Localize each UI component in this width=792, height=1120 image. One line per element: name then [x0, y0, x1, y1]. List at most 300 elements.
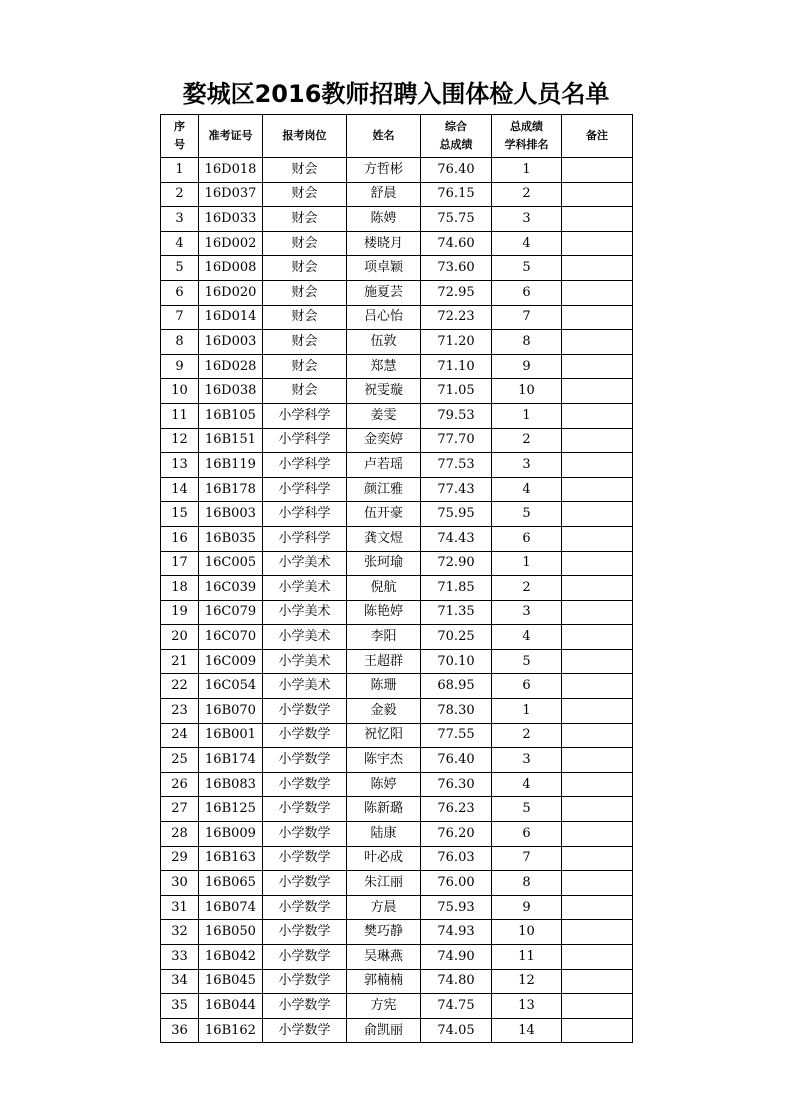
table-row	[161, 158, 633, 183]
table-row	[161, 477, 633, 502]
cell-exam-id: 16B178	[199, 477, 263, 502]
cell-subject-rank: 8	[492, 330, 562, 355]
cell-exam-id: 16D002	[199, 231, 263, 256]
table-row	[161, 625, 633, 650]
table-row	[161, 699, 633, 724]
cell-total-score: 74.90	[421, 945, 492, 970]
cell-remark	[562, 969, 633, 994]
cell-position: 小学数学	[263, 797, 347, 822]
header-total-line1: 综合	[445, 120, 467, 133]
cell-exam-id: 16D014	[199, 305, 263, 330]
table-row	[161, 576, 633, 601]
cell-remark	[562, 699, 633, 724]
cell-subject-rank: 2	[492, 182, 562, 207]
cell-subject-rank: 1	[492, 551, 562, 576]
cell-subject-rank: 6	[492, 526, 562, 551]
cell-exam-id: 16D037	[199, 182, 263, 207]
cell-name: 叶必成	[347, 846, 421, 871]
cell-subject-rank: 1	[492, 403, 562, 428]
cell-remark	[562, 453, 633, 478]
cell-seq: 12	[161, 428, 199, 453]
cell-total-score: 77.43	[421, 477, 492, 502]
cell-position: 小学数学	[263, 895, 347, 920]
cell-position: 小学科学	[263, 403, 347, 428]
cell-position: 小学数学	[263, 723, 347, 748]
cell-total-score: 75.95	[421, 502, 492, 527]
header-seq-line2: 号	[174, 138, 185, 151]
cell-position: 财会	[263, 182, 347, 207]
cell-remark	[562, 526, 633, 551]
cell-subject-rank: 9	[492, 895, 562, 920]
cell-name: 陆康	[347, 822, 421, 847]
cell-name: 舒晨	[347, 182, 421, 207]
header-seq-line1: 序	[174, 120, 185, 133]
cell-total-score: 74.43	[421, 526, 492, 551]
cell-subject-rank: 5	[492, 502, 562, 527]
cell-position: 小学美术	[263, 625, 347, 650]
cell-position: 小学美术	[263, 551, 347, 576]
cell-name: 朱江丽	[347, 871, 421, 896]
cell-total-score: 76.20	[421, 822, 492, 847]
cell-subject-rank: 1	[492, 699, 562, 724]
table-row	[161, 305, 633, 330]
cell-subject-rank: 8	[492, 871, 562, 896]
header-position: 报考岗位	[263, 115, 347, 158]
table-row	[161, 969, 633, 994]
cell-remark	[562, 822, 633, 847]
table-row	[161, 280, 633, 305]
cell-subject-rank: 2	[492, 723, 562, 748]
cell-position: 小学科学	[263, 428, 347, 453]
cell-exam-id: 16B151	[199, 428, 263, 453]
cell-subject-rank: 3	[492, 453, 562, 478]
cell-name: 方宪	[347, 994, 421, 1019]
cell-total-score: 76.40	[421, 158, 492, 183]
cell-exam-id: 16C039	[199, 576, 263, 601]
cell-total-score: 72.95	[421, 280, 492, 305]
table-row	[161, 600, 633, 625]
cell-exam-id: 16D018	[199, 158, 263, 183]
cell-position: 财会	[263, 280, 347, 305]
cell-seq: 26	[161, 772, 199, 797]
cell-position: 小学数学	[263, 969, 347, 994]
cell-remark	[562, 280, 633, 305]
cell-name: 陈婷	[347, 772, 421, 797]
cell-total-score: 68.95	[421, 674, 492, 699]
cell-seq: 4	[161, 231, 199, 256]
cell-exam-id: 16B083	[199, 772, 263, 797]
cell-exam-id: 16B119	[199, 453, 263, 478]
cell-remark	[562, 945, 633, 970]
cell-total-score: 70.10	[421, 649, 492, 674]
cell-position: 小学科学	[263, 502, 347, 527]
cell-seq: 6	[161, 280, 199, 305]
cell-seq: 13	[161, 453, 199, 478]
cell-total-score: 75.75	[421, 207, 492, 232]
cell-total-score: 74.75	[421, 994, 492, 1019]
cell-total-score: 71.35	[421, 600, 492, 625]
cell-seq: 33	[161, 945, 199, 970]
cell-seq: 23	[161, 699, 199, 724]
cell-remark	[562, 403, 633, 428]
cell-total-score: 72.23	[421, 305, 492, 330]
cell-remark	[562, 895, 633, 920]
header-rank-line1: 总成绩	[510, 120, 543, 133]
cell-exam-id: 16B045	[199, 969, 263, 994]
cell-exam-id: 16B070	[199, 699, 263, 724]
cell-exam-id: 16D038	[199, 379, 263, 404]
cell-remark	[562, 1018, 633, 1043]
cell-position: 财会	[263, 256, 347, 281]
cell-seq: 14	[161, 477, 199, 502]
cell-exam-id: 16B042	[199, 945, 263, 970]
cell-seq: 2	[161, 182, 199, 207]
cell-name: 金毅	[347, 699, 421, 724]
cell-exam-id: 16B163	[199, 846, 263, 871]
cell-seq: 9	[161, 354, 199, 379]
table-row	[161, 920, 633, 945]
cell-name: 伍敦	[347, 330, 421, 355]
cell-position: 财会	[263, 207, 347, 232]
cell-total-score: 74.80	[421, 969, 492, 994]
cell-name: 郭楠楠	[347, 969, 421, 994]
cell-remark	[562, 625, 633, 650]
cell-seq: 1	[161, 158, 199, 183]
table-row	[161, 231, 633, 256]
cell-remark	[562, 674, 633, 699]
table-row	[161, 330, 633, 355]
cell-subject-rank: 6	[492, 674, 562, 699]
cell-exam-id: 16D020	[199, 280, 263, 305]
cell-name: 金奕婷	[347, 428, 421, 453]
header-total-line2: 总成绩	[439, 138, 473, 151]
cell-name: 李阳	[347, 625, 421, 650]
cell-exam-id: 16C070	[199, 625, 263, 650]
table-row	[161, 895, 633, 920]
cell-exam-id: 16C079	[199, 600, 263, 625]
cell-name: 陈珊	[347, 674, 421, 699]
cell-remark	[562, 256, 633, 281]
cell-total-score: 71.10	[421, 354, 492, 379]
cell-remark	[562, 600, 633, 625]
cell-seq: 7	[161, 305, 199, 330]
cell-subject-rank: 2	[492, 576, 562, 601]
table-row	[161, 403, 633, 428]
cell-name: 龚文煜	[347, 526, 421, 551]
cell-total-score: 72.90	[421, 551, 492, 576]
cell-total-score: 71.05	[421, 379, 492, 404]
cell-name: 陈新璐	[347, 797, 421, 822]
cell-name: 陈娉	[347, 207, 421, 232]
cell-position: 小学数学	[263, 945, 347, 970]
table-row	[161, 453, 633, 478]
cell-exam-id: 16B065	[199, 871, 263, 896]
cell-remark	[562, 354, 633, 379]
cell-total-score: 74.93	[421, 920, 492, 945]
cell-position: 小学科学	[263, 453, 347, 478]
cell-name: 樊巧静	[347, 920, 421, 945]
cell-subject-rank: 3	[492, 600, 562, 625]
table-header-row	[161, 115, 633, 158]
cell-position: 小学美术	[263, 576, 347, 601]
cell-name: 祝忆阳	[347, 723, 421, 748]
cell-subject-rank: 7	[492, 846, 562, 871]
cell-total-score: 76.03	[421, 846, 492, 871]
cell-exam-id: 16D003	[199, 330, 263, 355]
cell-exam-id: 16B001	[199, 723, 263, 748]
header-subject-rank	[492, 115, 562, 158]
cell-name: 陈艳婷	[347, 600, 421, 625]
cell-seq: 18	[161, 576, 199, 601]
table-row	[161, 772, 633, 797]
cell-exam-id: 16B125	[199, 797, 263, 822]
cell-position: 财会	[263, 231, 347, 256]
cell-seq: 30	[161, 871, 199, 896]
cell-name: 张珂瑜	[347, 551, 421, 576]
cell-position: 小学数学	[263, 1018, 347, 1043]
cell-name: 卢若瑶	[347, 453, 421, 478]
cell-position: 财会	[263, 379, 347, 404]
cell-name: 祝雯璇	[347, 379, 421, 404]
candidate-table	[160, 114, 633, 1043]
cell-seq: 20	[161, 625, 199, 650]
cell-remark	[562, 994, 633, 1019]
cell-position: 小学数学	[263, 994, 347, 1019]
cell-name: 项卓颖	[347, 256, 421, 281]
cell-name: 施夏芸	[347, 280, 421, 305]
cell-exam-id: 16B162	[199, 1018, 263, 1043]
cell-subject-rank: 5	[492, 797, 562, 822]
table-row	[161, 871, 633, 896]
cell-position: 小学美术	[263, 674, 347, 699]
cell-remark	[562, 305, 633, 330]
cell-subject-rank: 9	[492, 354, 562, 379]
cell-subject-rank: 7	[492, 305, 562, 330]
cell-remark	[562, 330, 633, 355]
cell-name: 陈宇杰	[347, 748, 421, 773]
header-exam-id: 准考证号	[199, 115, 263, 158]
cell-name: 吕心怡	[347, 305, 421, 330]
cell-total-score: 75.93	[421, 895, 492, 920]
cell-remark	[562, 723, 633, 748]
cell-seq: 22	[161, 674, 199, 699]
cell-name: 楼晓月	[347, 231, 421, 256]
table-row	[161, 502, 633, 527]
cell-subject-rank: 14	[492, 1018, 562, 1043]
table-body	[161, 158, 633, 1043]
table-row	[161, 207, 633, 232]
cell-name: 方晨	[347, 895, 421, 920]
cell-exam-id: 16B044	[199, 994, 263, 1019]
cell-seq: 36	[161, 1018, 199, 1043]
cell-subject-rank: 6	[492, 822, 562, 847]
cell-subject-rank: 1	[492, 158, 562, 183]
cell-position: 小学美术	[263, 600, 347, 625]
table-row	[161, 551, 633, 576]
cell-exam-id: 16D028	[199, 354, 263, 379]
table-row	[161, 354, 633, 379]
cell-exam-id: 16B003	[199, 502, 263, 527]
cell-seq: 24	[161, 723, 199, 748]
table-row	[161, 379, 633, 404]
cell-seq: 16	[161, 526, 199, 551]
cell-total-score: 76.30	[421, 772, 492, 797]
table-row	[161, 748, 633, 773]
cell-name: 郑慧	[347, 354, 421, 379]
cell-position: 小学数学	[263, 920, 347, 945]
cell-total-score: 71.85	[421, 576, 492, 601]
cell-position: 小学美术	[263, 649, 347, 674]
table-row	[161, 649, 633, 674]
table-row	[161, 945, 633, 970]
cell-remark	[562, 920, 633, 945]
cell-subject-rank: 4	[492, 772, 562, 797]
cell-total-score: 77.55	[421, 723, 492, 748]
cell-position: 财会	[263, 330, 347, 355]
cell-name: 吴琳燕	[347, 945, 421, 970]
cell-remark	[562, 158, 633, 183]
cell-remark	[562, 576, 633, 601]
cell-seq: 17	[161, 551, 199, 576]
cell-seq: 35	[161, 994, 199, 1019]
cell-remark	[562, 502, 633, 527]
table-row	[161, 994, 633, 1019]
cell-remark	[562, 871, 633, 896]
cell-seq: 11	[161, 403, 199, 428]
cell-seq: 21	[161, 649, 199, 674]
cell-subject-rank: 13	[492, 994, 562, 1019]
cell-exam-id: 16C005	[199, 551, 263, 576]
page-title: 婺城区2016教师招聘入围体检人员名单	[182, 80, 610, 108]
cell-subject-rank: 10	[492, 920, 562, 945]
cell-name: 颜江雅	[347, 477, 421, 502]
header-total-score	[421, 115, 492, 158]
cell-name: 倪航	[347, 576, 421, 601]
cell-seq: 19	[161, 600, 199, 625]
cell-seq: 32	[161, 920, 199, 945]
table-row	[161, 1018, 633, 1043]
table-row	[161, 846, 633, 871]
cell-position: 财会	[263, 354, 347, 379]
cell-subject-rank: 12	[492, 969, 562, 994]
cell-subject-rank: 2	[492, 428, 562, 453]
table-row	[161, 526, 633, 551]
cell-seq: 15	[161, 502, 199, 527]
cell-subject-rank: 6	[492, 280, 562, 305]
cell-exam-id: 16D033	[199, 207, 263, 232]
cell-name: 王超群	[347, 649, 421, 674]
cell-position: 小学数学	[263, 748, 347, 773]
cell-seq: 8	[161, 330, 199, 355]
cell-position: 小学科学	[263, 477, 347, 502]
cell-remark	[562, 231, 633, 256]
cell-position: 财会	[263, 305, 347, 330]
cell-position: 小学数学	[263, 822, 347, 847]
cell-total-score: 76.40	[421, 748, 492, 773]
cell-seq: 29	[161, 846, 199, 871]
cell-total-score: 76.15	[421, 182, 492, 207]
cell-position: 小学数学	[263, 772, 347, 797]
cell-subject-rank: 5	[492, 649, 562, 674]
cell-remark	[562, 846, 633, 871]
cell-exam-id: 16C054	[199, 674, 263, 699]
cell-position: 小学数学	[263, 699, 347, 724]
header-name: 姓名	[347, 115, 421, 158]
cell-remark	[562, 477, 633, 502]
cell-name: 方哲彬	[347, 158, 421, 183]
cell-position: 小学科学	[263, 526, 347, 551]
cell-exam-id: 16B174	[199, 748, 263, 773]
cell-subject-rank: 10	[492, 379, 562, 404]
cell-position: 小学数学	[263, 846, 347, 871]
cell-total-score: 76.23	[421, 797, 492, 822]
cell-total-score: 71.20	[421, 330, 492, 355]
cell-remark	[562, 772, 633, 797]
cell-exam-id: 16B035	[199, 526, 263, 551]
cell-subject-rank: 4	[492, 231, 562, 256]
cell-total-score: 74.60	[421, 231, 492, 256]
cell-total-score: 79.53	[421, 403, 492, 428]
cell-subject-rank: 11	[492, 945, 562, 970]
cell-remark	[562, 748, 633, 773]
cell-total-score: 77.70	[421, 428, 492, 453]
cell-name: 俞凯丽	[347, 1018, 421, 1043]
header-rank-line2: 学科排名	[504, 138, 549, 151]
cell-remark	[562, 551, 633, 576]
cell-subject-rank: 4	[492, 625, 562, 650]
cell-total-score: 73.60	[421, 256, 492, 281]
header-remark: 备注	[562, 115, 633, 158]
cell-seq: 3	[161, 207, 199, 232]
cell-seq: 34	[161, 969, 199, 994]
cell-exam-id: 16B009	[199, 822, 263, 847]
cell-remark	[562, 797, 633, 822]
cell-subject-rank: 5	[492, 256, 562, 281]
cell-seq: 27	[161, 797, 199, 822]
cell-seq: 5	[161, 256, 199, 281]
cell-exam-id: 16B074	[199, 895, 263, 920]
cell-total-score: 70.25	[421, 625, 492, 650]
cell-exam-id: 16D008	[199, 256, 263, 281]
cell-seq: 31	[161, 895, 199, 920]
table-row	[161, 723, 633, 748]
table-row	[161, 674, 633, 699]
cell-subject-rank: 3	[492, 207, 562, 232]
header-seq	[161, 115, 199, 158]
cell-remark	[562, 428, 633, 453]
table-row	[161, 182, 633, 207]
cell-seq: 28	[161, 822, 199, 847]
cell-name: 姜雯	[347, 403, 421, 428]
cell-exam-id: 16C009	[199, 649, 263, 674]
table-row	[161, 797, 633, 822]
cell-position: 小学数学	[263, 871, 347, 896]
cell-remark	[562, 649, 633, 674]
cell-total-score: 76.00	[421, 871, 492, 896]
cell-total-score: 74.05	[421, 1018, 492, 1043]
cell-subject-rank: 4	[492, 477, 562, 502]
cell-remark	[562, 207, 633, 232]
cell-total-score: 77.53	[421, 453, 492, 478]
cell-remark	[562, 379, 633, 404]
table-row	[161, 428, 633, 453]
cell-exam-id: 16B050	[199, 920, 263, 945]
cell-name: 伍开豪	[347, 502, 421, 527]
cell-seq: 25	[161, 748, 199, 773]
cell-total-score: 78.30	[421, 699, 492, 724]
cell-remark	[562, 182, 633, 207]
cell-seq: 10	[161, 379, 199, 404]
